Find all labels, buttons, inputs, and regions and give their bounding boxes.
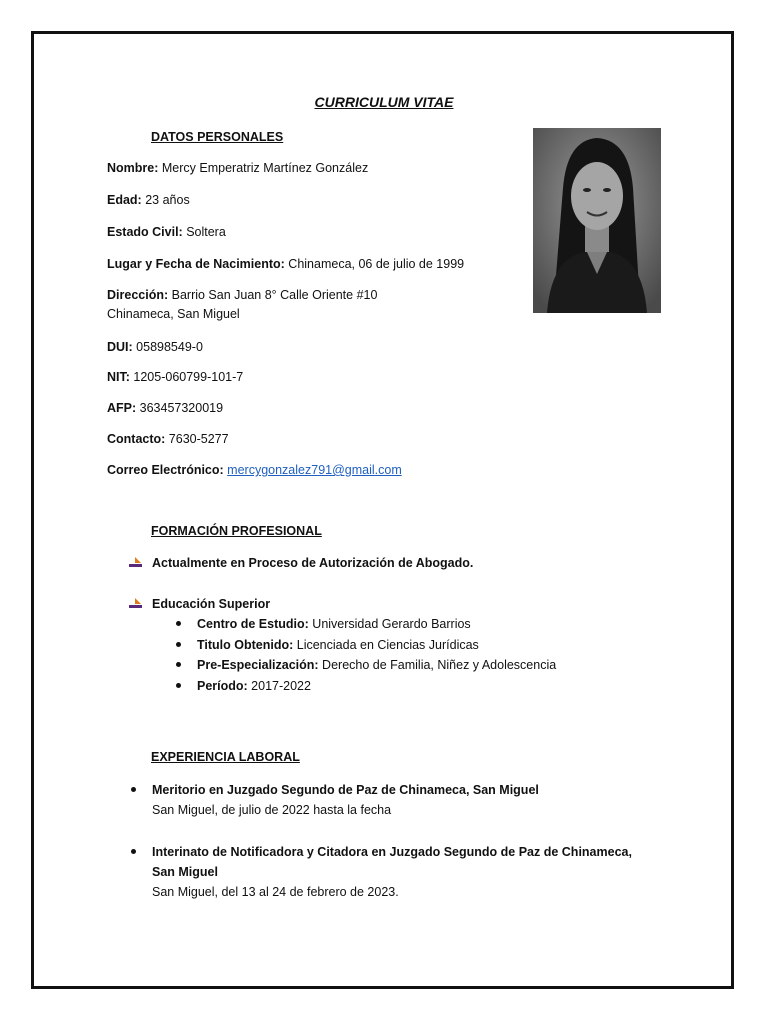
bullet-dot	[131, 849, 136, 854]
bullet-dot	[176, 642, 181, 647]
bullet-dot	[131, 787, 136, 792]
edu-detail-titulo: Titulo Obtenido: Licenciada en Ciencias Jurídicas	[197, 638, 479, 652]
field-nombre: Nombre: Mercy Emperatriz Martínez González	[107, 161, 369, 175]
field-contacto: Contacto: 7630-5277	[107, 432, 229, 446]
personal-heading: DATOS PERSONALES	[151, 130, 284, 144]
bullet-dot	[176, 621, 181, 626]
field-edad: Edad: 23 años	[107, 193, 190, 207]
arrow-bullet-icon	[129, 598, 143, 610]
field-correo: Correo Electrónico: mercygonzalez791@gmail.com	[107, 463, 402, 477]
education-item-superior: Educación Superior	[152, 597, 271, 611]
field-nacimiento: Lugar y Fecha de Nacimiento: Chinameca, 06 de julio de 1999	[107, 257, 465, 271]
profile-photo	[533, 128, 661, 313]
field-direccion: Dirección: Barrio San Juan 8° Calle Oriente #10 Chinameca, San Miguel	[107, 288, 378, 321]
education-item-autorizacion: Actualmente en Proceso de Autorización de Abogado.	[152, 556, 474, 570]
bullet-dot	[176, 662, 181, 667]
document-title: CURRICULUM VITAE	[314, 94, 454, 110]
edu-detail-centro: Centro de Estudio: Universidad Gerardo Barrios	[197, 617, 471, 631]
field-afp: AFP: 363457320019	[107, 401, 224, 415]
field-nit: NIT: 1205-060799-101-7	[107, 370, 244, 384]
field-dui: DUI: 05898549-0	[107, 340, 203, 354]
edu-detail-especializacion: Pre-Especialización: Derecho de Familia, Niñez y Adolescencia	[197, 658, 557, 672]
edu-detail-periodo: Período: 2017-2022	[197, 679, 311, 693]
job-item: Meritorio en Juzgado Segundo de Paz de Chinameca, San Miguel San Miguel, de julio de 2022 hasta la fecha	[152, 783, 539, 817]
experience-heading: EXPERIENCIA LABORAL	[151, 750, 300, 764]
email-link[interactable]: mercygonzalez791@gmail.com	[227, 463, 402, 477]
arrow-bullet-icon	[129, 557, 143, 569]
education-heading: FORMACIÓN PROFESIONAL	[151, 524, 322, 538]
field-estado-civil: Estado Civil: Soltera	[107, 225, 226, 239]
job-item: Interinato de Notificadora y Citadora en Juzgado Segundo de Paz de Chinameca, San Miguel San Miguel, del 13 al 24 de febrero de 2023.	[152, 845, 632, 899]
bullet-dot	[176, 683, 181, 688]
